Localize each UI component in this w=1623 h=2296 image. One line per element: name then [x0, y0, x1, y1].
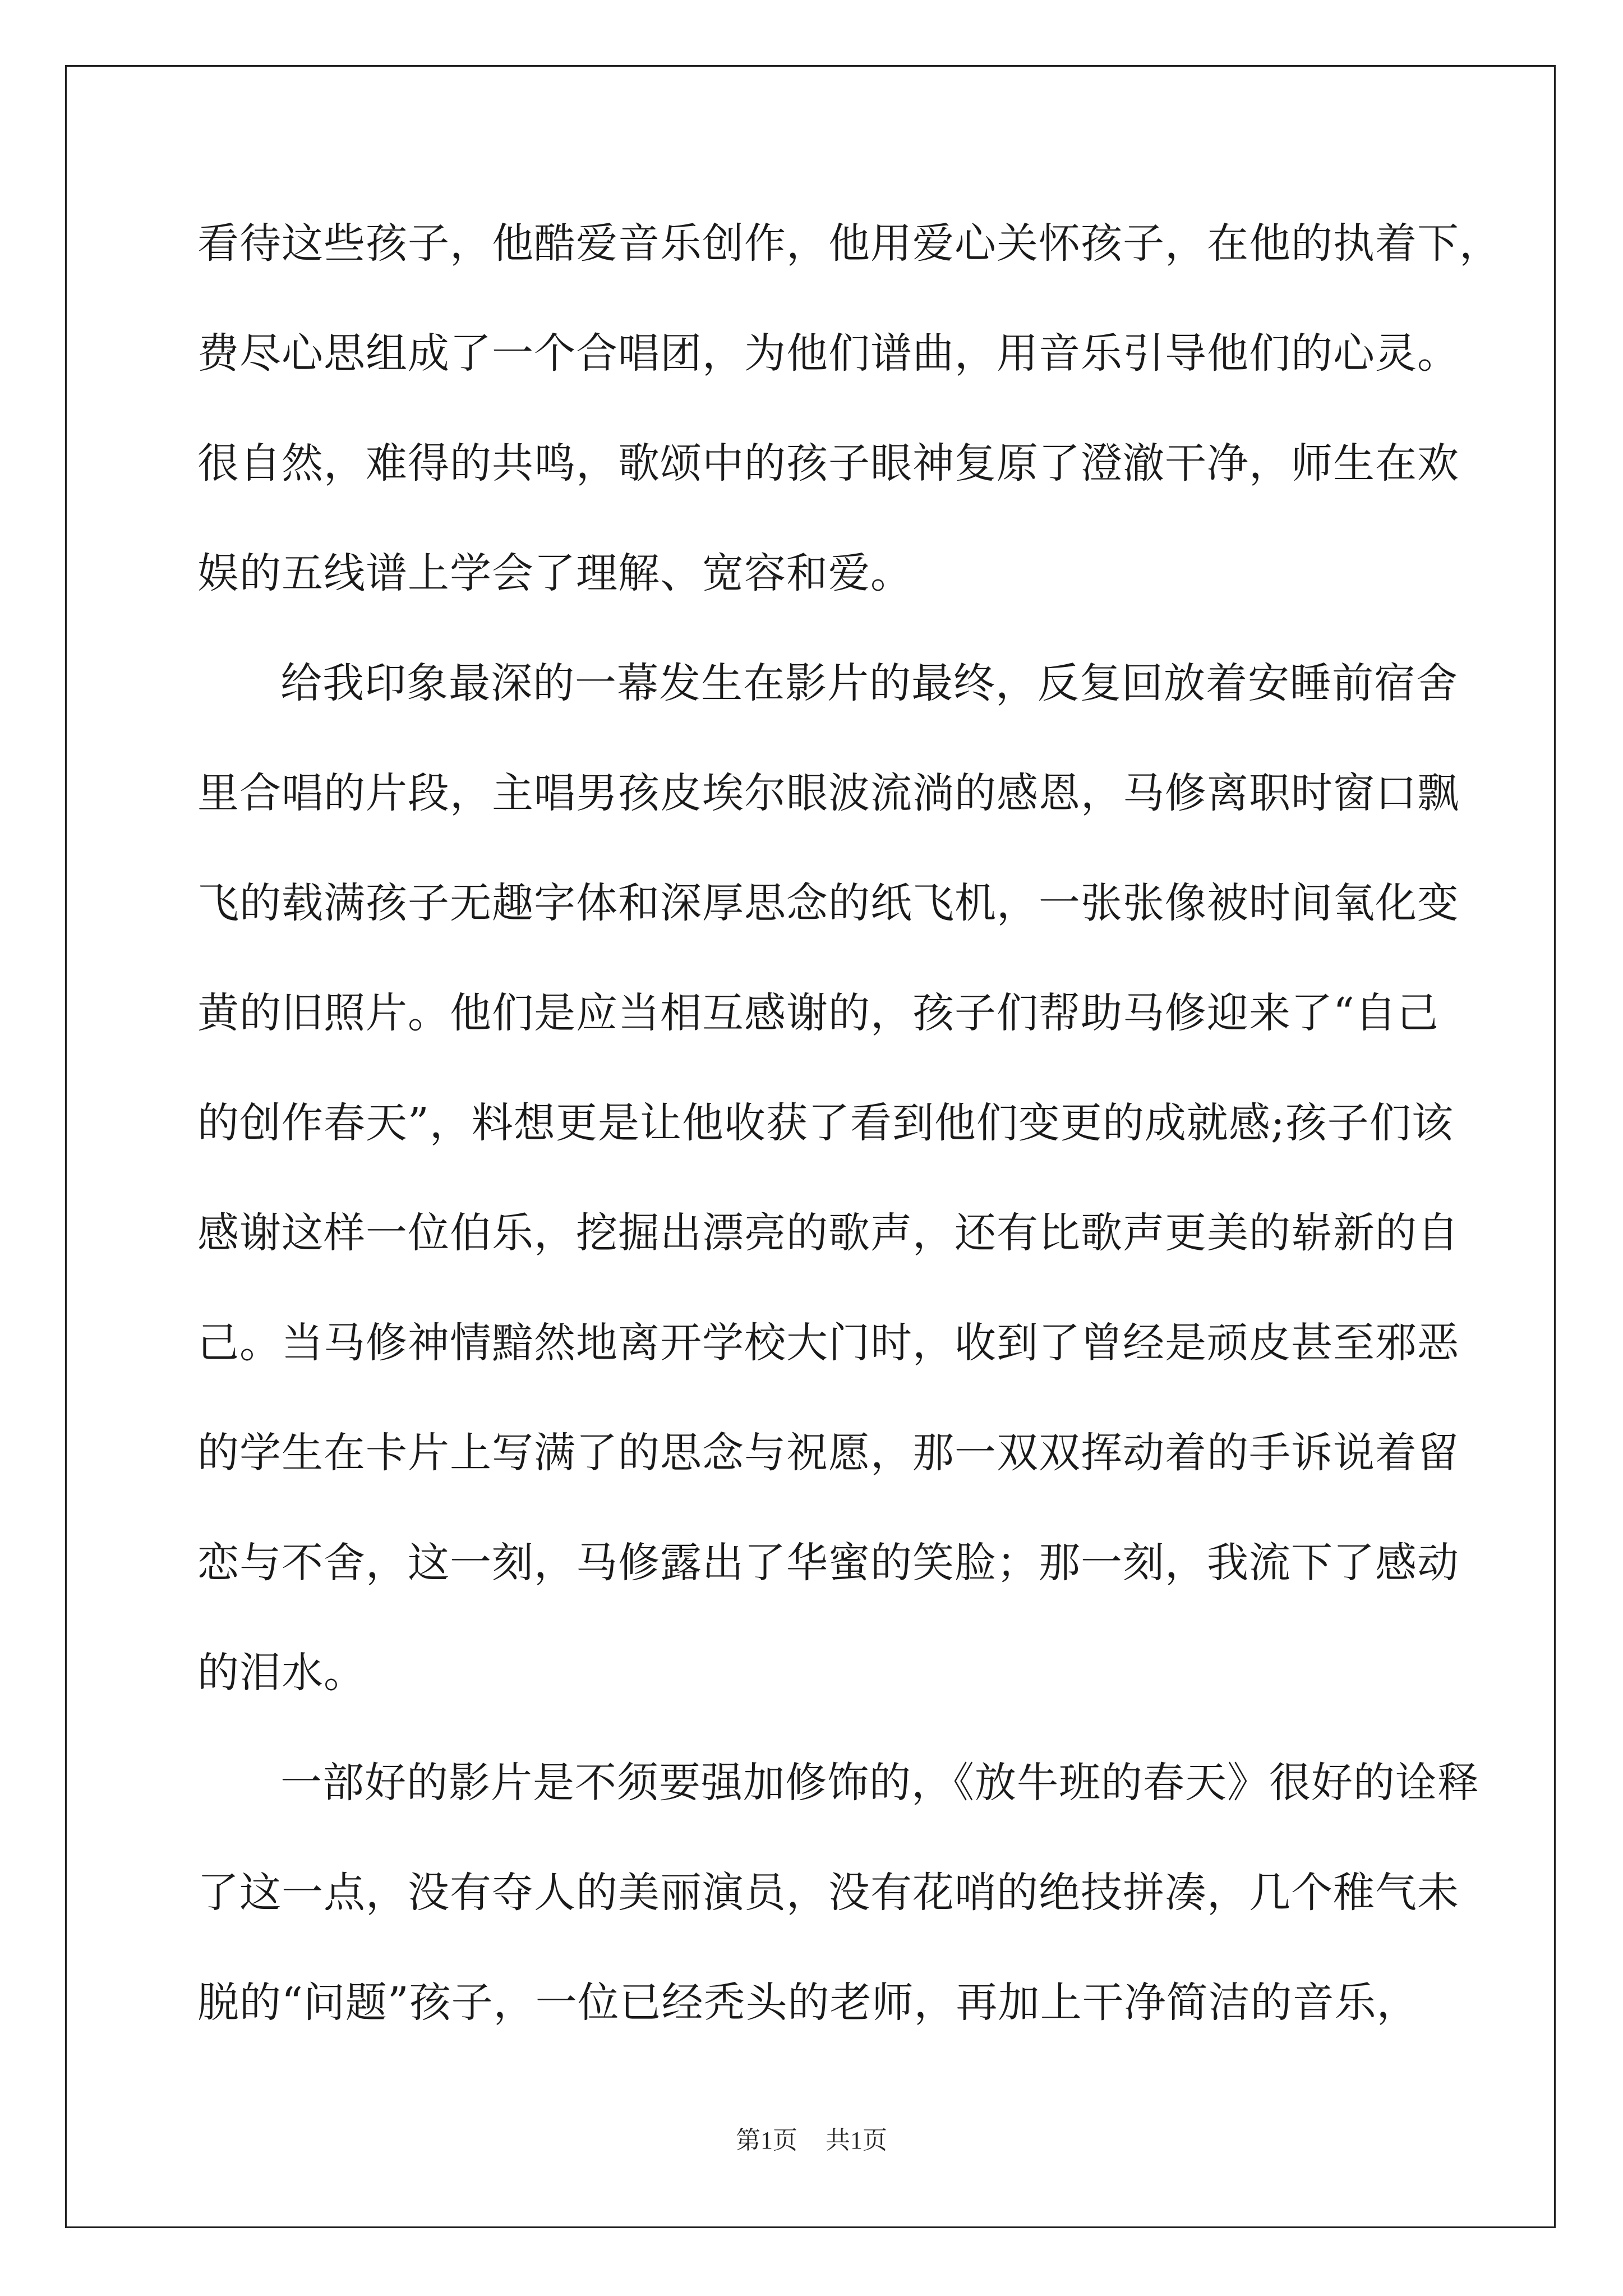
paragraph-3-line-3: 脱的“问题”孩子，一位已经秃头的老师，再加上干净简洁的音乐，	[197, 1978, 1419, 2027]
paragraph-1-line-1: 看待这些孩子，他酷爱音乐创作，他用爱心关怀孩子，在他的执着下，	[197, 219, 1501, 268]
paragraph-2-line-3: 飞的载满孩子无趣字体和深厚思念的纸飞机，一张张像被时间氧化变	[197, 879, 1459, 927]
page-number: 第1页	[736, 2127, 797, 2154]
paragraph-2-line-6: 感谢这样一位伯乐，挖掘出漂亮的歌声，还有比歌声更美的崭新的自	[197, 1209, 1459, 1257]
paragraph-2-line-1: 给我印象最深的一幕发生在影片的最终，反复回放着安睡前宿舍	[280, 659, 1458, 707]
page-total: 共1页	[826, 2127, 887, 2154]
paragraph-1-line-4: 娱的五线谱上学会了理解、宽容和爱。	[197, 549, 912, 597]
paragraph-3-line-2: 了这一点，没有夺人的美丽演员，没有花哨的绝技拼凑，几个稚气未	[197, 1869, 1459, 1917]
paragraph-2-line-4: 黄的旧照片。他们是应当相互感谢的，孩子们帮助马修迎来了“自己	[197, 989, 1439, 1037]
document-body	[197, 188, 1501, 2058]
paragraph-2-line-10: 的泪水。	[197, 1649, 366, 1697]
paragraph-2-line-9: 恋与不舍，这一刻，马修露出了华蜜的笑脸；那一刻，我流下了感动	[197, 1539, 1459, 1587]
paragraph-3-line-1: 一部好的影片是不须要强加修饰的，《放牛班的春天》很好的诠释	[280, 1759, 1479, 1807]
page-footer	[0, 2124, 1623, 2157]
paragraph-2-line-8: 的学生在卡片上写满了的思念与祝愿，那一双双挥动着的手诉说着留	[197, 1429, 1459, 1477]
paragraph-1-line-2: 费尽心思组成了一个合唱团，为他们谱曲，用音乐引导他们的心灵。	[197, 329, 1459, 378]
paragraph-2-line-5: 的创作春天”，料想更是让他收获了看到他们变更的成就感;孩子们该	[197, 1099, 1454, 1147]
paragraph-2-line-7: 己。当马修神情黯然地离开学校大门时，收到了曾经是顽皮甚至邪恶	[197, 1319, 1459, 1367]
paragraph-2-line-2: 里合唱的片段，主唱男孩皮埃尔眼波流淌的感恩，马修离职时窗口飘	[197, 769, 1459, 817]
paragraph-1-line-3: 很自然，难得的共鸣，歌颂中的孩子眼神复原了澄澈干净，师生在欢	[197, 439, 1459, 487]
